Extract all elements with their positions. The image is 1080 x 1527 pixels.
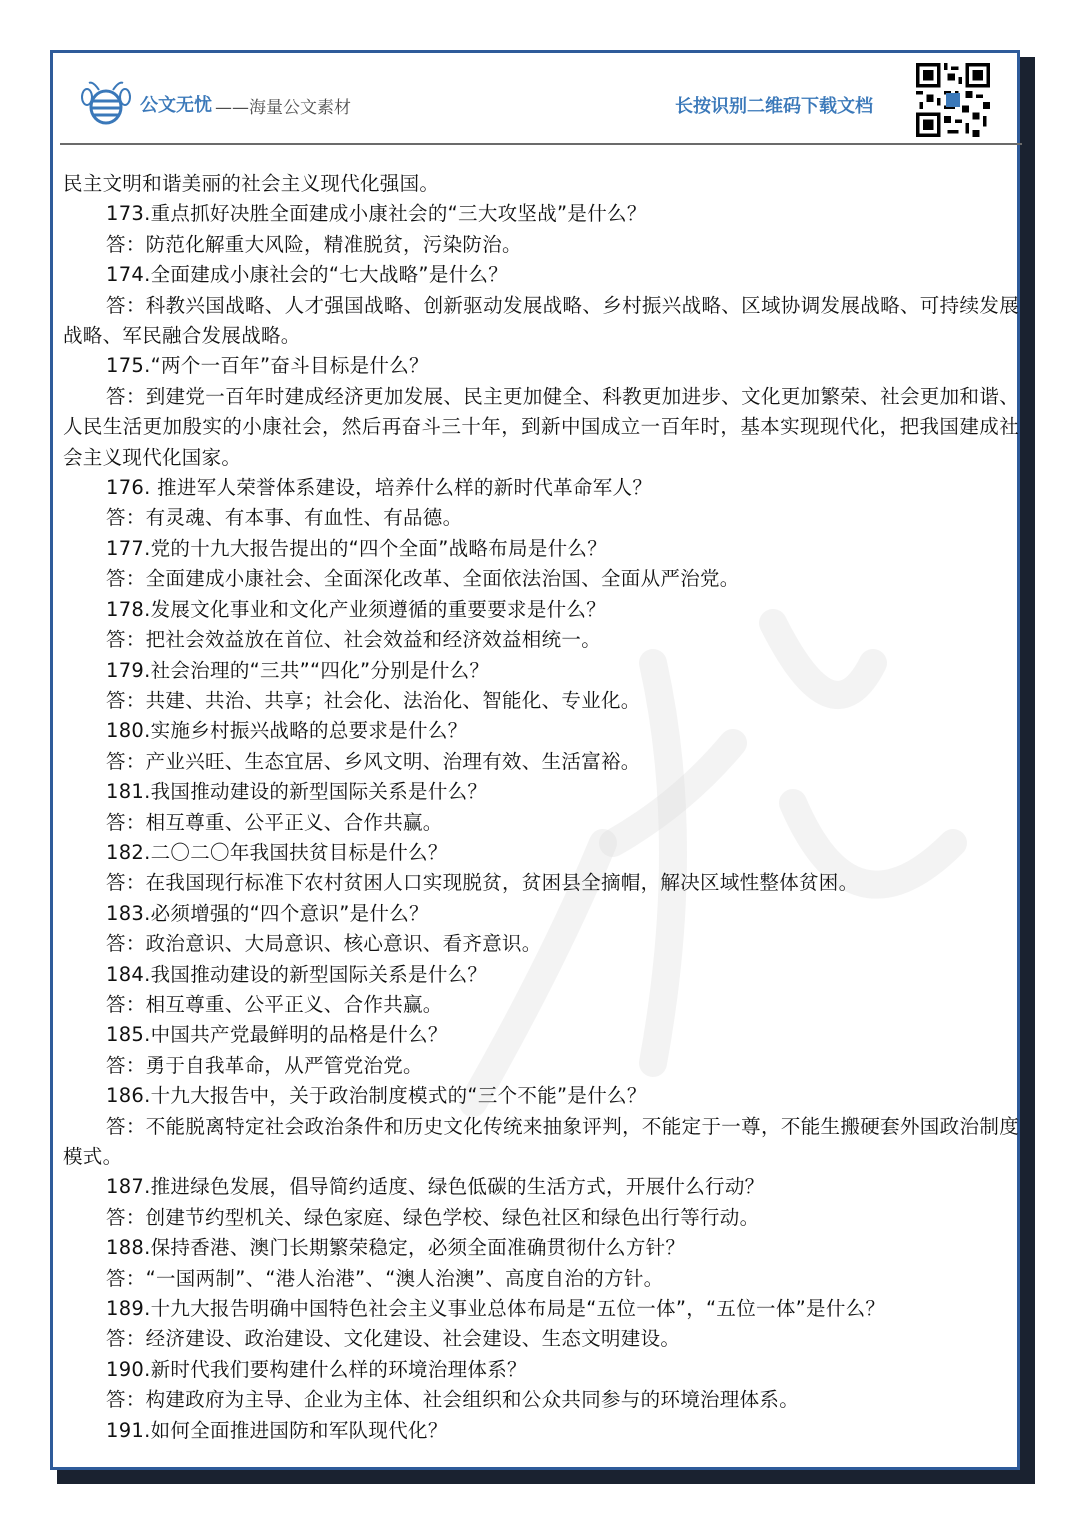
question-line: 179.社会治理的“三共”“四化”分别是什么？	[106, 658, 490, 682]
answer-line: 答：相互尊重、公平正义、合作共赢。	[106, 992, 443, 1016]
answer-line: 答：共建、共治、共享；社会化、法治化、智能化、专业化。	[106, 688, 641, 712]
question-line: 173.重点抓好决胜全面建成小康社会的“三大攻坚战”是什么？	[106, 202, 647, 226]
answer-line: 答：创建节约型机关、绿色家庭、绿色学校、绿色社区和绿色出行等行动。	[106, 1205, 760, 1229]
question-line: 186.十九大报告中，关于政治制度模式的“三个不能”是什么？	[106, 1084, 647, 1108]
question-line: 182.二〇二〇年我国扶贫目标是什么？	[106, 840, 448, 864]
answer-line: 答：不能脱离特定社会政治条件和历史文化传统来抽象评判，不能定于一尊，不能生搬硬套外国政治制度模式。	[63, 1114, 1019, 1168]
question-line: 185.中国共产党最鲜明的品格是什么？	[106, 1023, 448, 1047]
continuation-line: 民主文明和谐美丽的社会主义现代化强国。	[63, 172, 440, 195]
answer-line: 答：构建政府为主导、企业为主体、社会组织和公众共同参与的环境治理体系。	[106, 1388, 800, 1412]
page-header	[53, 53, 1017, 145]
question-line: 190.新时代我们要构建什么样的环境治理体系？	[106, 1357, 527, 1381]
answer-line: 答：在我国现行标准下农村贫困人口实现脱贫，贫困县全摘帽，解决区域性整体贫困。	[106, 871, 859, 895]
answer-line: 答：全面建成小康社会、全面深化改革、全面依法治国、全面从严治党。	[106, 567, 740, 591]
qr-hint: 长按识别二维码下载文档	[675, 96, 873, 117]
question-line: 184.我国推动建设的新型国际关系是什么？	[106, 962, 488, 986]
answer-line: 答：把社会效益放在首位、社会效益和经济效益相统一。	[106, 628, 602, 652]
question-line: 176. 推进军人荣誉体系建设，培养什么样的新时代革命军人？	[106, 476, 653, 500]
document-body	[63, 169, 1019, 1446]
answer-line: 答：相互尊重、公平正义、合作共赢。	[106, 810, 443, 834]
answer-line: 答：“一国两制”、“港人治港”、“澳人治澳”、高度自治的方针。	[106, 1266, 664, 1290]
brand-tagline: ——海量公文素材	[215, 98, 351, 118]
question-line: 175.“两个一百年”奋斗目标是什么？	[106, 354, 429, 378]
question-line: 191.如何全面推进国防和军队现代化？	[106, 1418, 448, 1442]
answer-line: 答：勇于自我革命，从严管党治党。	[106, 1053, 423, 1077]
question-line: 183.必须增强的“四个意识”是什么？	[106, 901, 429, 925]
question-line: 174.全面建成小康社会的“七大战略”是什么？	[106, 263, 509, 287]
question-line: 181.我国推动建设的新型国际关系是什么？	[106, 780, 488, 804]
bee-logo-icon	[81, 77, 131, 127]
answer-line: 答：有灵魂、有本事、有血性、有品德。	[106, 506, 463, 530]
question-line: 189.十九大报告明确中国特色社会主义事业总体布局是“五位一体”，“五位一体”是什么？	[106, 1297, 886, 1321]
answer-line: 答：防范化解重大风险，精准脱贫，污染防治。	[106, 232, 522, 256]
answer-line: 答：经济建设、政治建设、文化建设、社会建设、生态文明建设。	[106, 1327, 681, 1351]
question-line: 177.党的十九大报告提出的“四个全面”战略布局是什么？	[106, 536, 608, 560]
question-line: 178.发展文化事业和文化产业须遵循的重要要求是什么？	[106, 597, 607, 621]
answer-line: 答：产业兴旺、生态宜居、乡风文明、治理有效、生活富裕。	[106, 749, 641, 773]
brand-name: 公文无忧	[140, 95, 212, 116]
qr-code-icon[interactable]	[916, 63, 990, 137]
question-line: 187.推进绿色发展，倡导简约适度、绿色低碳的生活方式，开展什么行动？	[106, 1175, 765, 1199]
question-line: 188.保持香港、澳门长期繁荣稳定，必须全面准确贯彻什么方针？	[106, 1236, 686, 1260]
question-line: 180.实施乡村振兴战略的总要求是什么？	[106, 719, 468, 743]
answer-line: 答：到建党一百年时建成经济更加发展、民主更加健全、科教更加进步、文化更加繁荣、社会更加和谐、人民生活更加殷实的小康社会，然后再奋斗三十年，到新中国成立一百年时，基本实现现代化，把我国建成社会主义现代化国家。	[63, 384, 1019, 469]
document-page	[50, 50, 1020, 1470]
answer-line: 答：科教兴国战略、人才强国战略、创新驱动发展战略、乡村振兴战略、区域协调发展战略、可持续发展战略、军民融合发展战略。	[63, 293, 1019, 348]
header-divider	[60, 143, 1022, 145]
answer-line: 答：政治意识、大局意识、核心意识、看齐意识。	[106, 932, 542, 956]
